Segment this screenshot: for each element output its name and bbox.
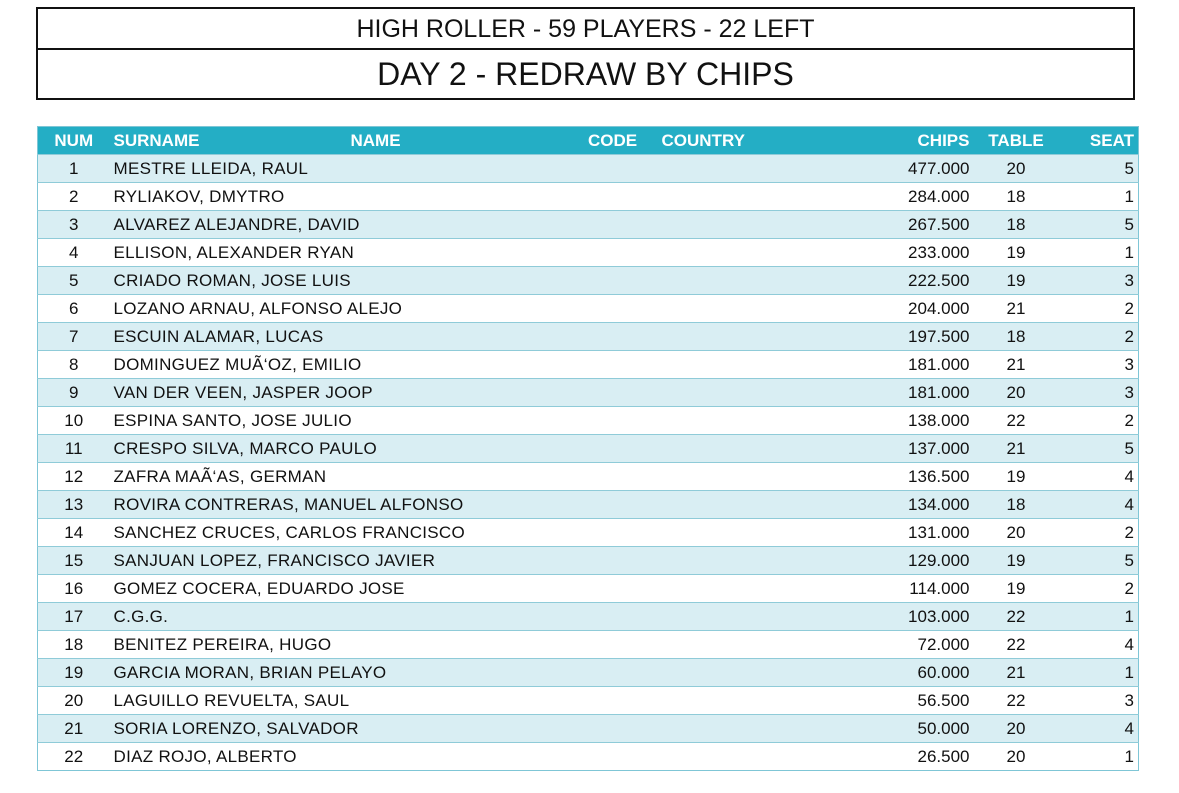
table-row xyxy=(38,491,1139,519)
cell-chips: 136.500 xyxy=(876,463,974,491)
cell-num: 18 xyxy=(38,631,110,659)
cell-player: ALVAREZ ALEJANDRE, DAVID xyxy=(110,211,876,239)
cell-table: 22 xyxy=(974,687,1059,715)
cell-player: LOZANO ARNAU, ALFONSO ALEJO xyxy=(110,295,876,323)
cell-chips: 267.500 xyxy=(876,211,974,239)
table-row xyxy=(38,155,1139,183)
cell-num: 13 xyxy=(38,491,110,519)
cell-chips: 56.500 xyxy=(876,687,974,715)
table-row xyxy=(38,547,1139,575)
cell-seat: 2 xyxy=(1059,519,1139,547)
cell-player: LAGUILLO REVUELTA, SAUL xyxy=(110,687,876,715)
table-row xyxy=(38,323,1139,351)
cell-seat: 4 xyxy=(1059,491,1139,519)
cell-table: 21 xyxy=(974,295,1059,323)
cell-table: 20 xyxy=(974,743,1059,771)
cell-seat: 5 xyxy=(1059,155,1139,183)
table-row xyxy=(38,183,1139,211)
cell-chips: 284.000 xyxy=(876,183,974,211)
cell-num: 14 xyxy=(38,519,110,547)
cell-seat: 3 xyxy=(1059,379,1139,407)
table-row xyxy=(38,715,1139,743)
cell-player: ESCUIN ALAMAR, LUCAS xyxy=(110,323,876,351)
redraw-subtitle: DAY 2 - REDRAW BY CHIPS xyxy=(377,56,794,92)
cell-player: SANCHEZ CRUCES, CARLOS FRANCISCO xyxy=(110,519,876,547)
cell-chips: 181.000 xyxy=(876,379,974,407)
table-row xyxy=(38,603,1139,631)
cell-chips: 134.000 xyxy=(876,491,974,519)
cell-seat: 3 xyxy=(1059,267,1139,295)
cell-num: 6 xyxy=(38,295,110,323)
cell-chips: 233.000 xyxy=(876,239,974,267)
cell-num: 21 xyxy=(38,715,110,743)
col-header-seat: SEAT xyxy=(1059,127,1139,155)
cell-player: MESTRE LLEIDA, RAUL xyxy=(110,155,876,183)
cell-num: 1 xyxy=(38,155,110,183)
table-row xyxy=(38,435,1139,463)
cell-player: BENITEZ PEREIRA, HUGO xyxy=(110,631,876,659)
cell-num: 17 xyxy=(38,603,110,631)
cell-player: RYLIAKOV, DMYTRO xyxy=(110,183,876,211)
col-header-chips: CHIPS xyxy=(876,127,974,155)
cell-seat: 1 xyxy=(1059,659,1139,687)
cell-chips: 222.500 xyxy=(876,267,974,295)
cell-player: CRIADO ROMAN, JOSE LUIS xyxy=(110,267,876,295)
cell-table: 20 xyxy=(974,519,1059,547)
cell-chips: 103.000 xyxy=(876,603,974,631)
cell-chips: 137.000 xyxy=(876,435,974,463)
cell-seat: 2 xyxy=(1059,575,1139,603)
cell-chips: 129.000 xyxy=(876,547,974,575)
cell-num: 19 xyxy=(38,659,110,687)
cell-table: 22 xyxy=(974,603,1059,631)
cell-player: ZAFRA MAÃ‘AS, GERMAN xyxy=(110,463,876,491)
table-row xyxy=(38,519,1139,547)
cell-seat: 1 xyxy=(1059,239,1139,267)
cell-seat: 4 xyxy=(1059,631,1139,659)
cell-chips: 72.000 xyxy=(876,631,974,659)
cell-table: 21 xyxy=(974,351,1059,379)
cell-player: C.G.G. xyxy=(110,603,876,631)
table-header-row xyxy=(38,127,1139,155)
cell-table: 19 xyxy=(974,575,1059,603)
cell-num: 2 xyxy=(38,183,110,211)
cell-seat: 3 xyxy=(1059,351,1139,379)
table-row xyxy=(38,295,1139,323)
cell-num: 3 xyxy=(38,211,110,239)
cell-table: 20 xyxy=(974,715,1059,743)
cell-table: 19 xyxy=(974,239,1059,267)
cell-chips: 114.000 xyxy=(876,575,974,603)
cell-player: DOMINGUEZ MUÃ‘OZ, EMILIO xyxy=(110,351,876,379)
cell-table: 19 xyxy=(974,267,1059,295)
col-header-num: NUM xyxy=(38,127,110,155)
cell-chips: 26.500 xyxy=(876,743,974,771)
cell-seat: 2 xyxy=(1059,323,1139,351)
cell-chips: 204.000 xyxy=(876,295,974,323)
cell-table: 20 xyxy=(974,379,1059,407)
cell-num: 15 xyxy=(38,547,110,575)
title-box xyxy=(36,7,1135,100)
cell-seat: 1 xyxy=(1059,603,1139,631)
redraw-table xyxy=(37,126,1139,771)
table-row xyxy=(38,659,1139,687)
cell-player: SORIA LORENZO, SALVADOR xyxy=(110,715,876,743)
col-header-code: CODE xyxy=(570,127,656,155)
table-row xyxy=(38,743,1139,771)
cell-seat: 5 xyxy=(1059,435,1139,463)
cell-seat: 5 xyxy=(1059,547,1139,575)
table-row xyxy=(38,379,1139,407)
cell-chips: 181.000 xyxy=(876,351,974,379)
table-row xyxy=(38,351,1139,379)
col-header-surname: SURNAME xyxy=(110,127,345,155)
cell-seat: 4 xyxy=(1059,715,1139,743)
cell-player: GOMEZ COCERA, EDUARDO JOSE xyxy=(110,575,876,603)
cell-chips: 138.000 xyxy=(876,407,974,435)
cell-player: ESPINA SANTO, JOSE JULIO xyxy=(110,407,876,435)
cell-seat: 2 xyxy=(1059,407,1139,435)
cell-table: 22 xyxy=(974,407,1059,435)
cell-num: 22 xyxy=(38,743,110,771)
cell-table: 18 xyxy=(974,183,1059,211)
cell-num: 7 xyxy=(38,323,110,351)
cell-chips: 50.000 xyxy=(876,715,974,743)
cell-player: ROVIRA CONTRERAS, MANUEL ALFONSO xyxy=(110,491,876,519)
table-row xyxy=(38,211,1139,239)
cell-table: 19 xyxy=(974,463,1059,491)
cell-table: 18 xyxy=(974,211,1059,239)
table-row xyxy=(38,463,1139,491)
cell-player: DIAZ ROJO, ALBERTO xyxy=(110,743,876,771)
cell-table: 19 xyxy=(974,547,1059,575)
cell-table: 20 xyxy=(974,155,1059,183)
cell-seat: 3 xyxy=(1059,687,1139,715)
cell-table: 22 xyxy=(974,631,1059,659)
cell-chips: 477.000 xyxy=(876,155,974,183)
cell-chips: 197.500 xyxy=(876,323,974,351)
col-header-country: COUNTRY xyxy=(656,127,876,155)
table-row xyxy=(38,687,1139,715)
cell-player: CRESPO SILVA, MARCO PAULO xyxy=(110,435,876,463)
cell-num: 16 xyxy=(38,575,110,603)
cell-table: 18 xyxy=(974,491,1059,519)
cell-num: 12 xyxy=(38,463,110,491)
cell-num: 4 xyxy=(38,239,110,267)
cell-seat: 1 xyxy=(1059,183,1139,211)
cell-num: 20 xyxy=(38,687,110,715)
table-row xyxy=(38,631,1139,659)
table-row xyxy=(38,267,1139,295)
cell-num: 11 xyxy=(38,435,110,463)
cell-player: SANJUAN LOPEZ, FRANCISCO JAVIER xyxy=(110,547,876,575)
cell-num: 10 xyxy=(38,407,110,435)
cell-player: ELLISON, ALEXANDER RYAN xyxy=(110,239,876,267)
col-header-table: TABLE xyxy=(974,127,1059,155)
cell-table: 18 xyxy=(974,323,1059,351)
cell-seat: 5 xyxy=(1059,211,1139,239)
cell-table: 21 xyxy=(974,435,1059,463)
cell-seat: 2 xyxy=(1059,295,1139,323)
cell-player: VAN DER VEEN, JASPER JOOP xyxy=(110,379,876,407)
cell-num: 8 xyxy=(38,351,110,379)
cell-seat: 4 xyxy=(1059,463,1139,491)
table-row xyxy=(38,575,1139,603)
cell-table: 21 xyxy=(974,659,1059,687)
cell-seat: 1 xyxy=(1059,743,1139,771)
cell-chips: 131.000 xyxy=(876,519,974,547)
cell-chips: 60.000 xyxy=(876,659,974,687)
cell-num: 9 xyxy=(38,379,110,407)
table-row xyxy=(38,239,1139,267)
cell-num: 5 xyxy=(38,267,110,295)
table-row xyxy=(38,407,1139,435)
tournament-title: HIGH ROLLER - 59 PLAYERS - 22 LEFT xyxy=(38,9,1133,50)
col-header-name: NAME xyxy=(345,127,570,155)
cell-player: GARCIA MORAN, BRIAN PELAYO xyxy=(110,659,876,687)
